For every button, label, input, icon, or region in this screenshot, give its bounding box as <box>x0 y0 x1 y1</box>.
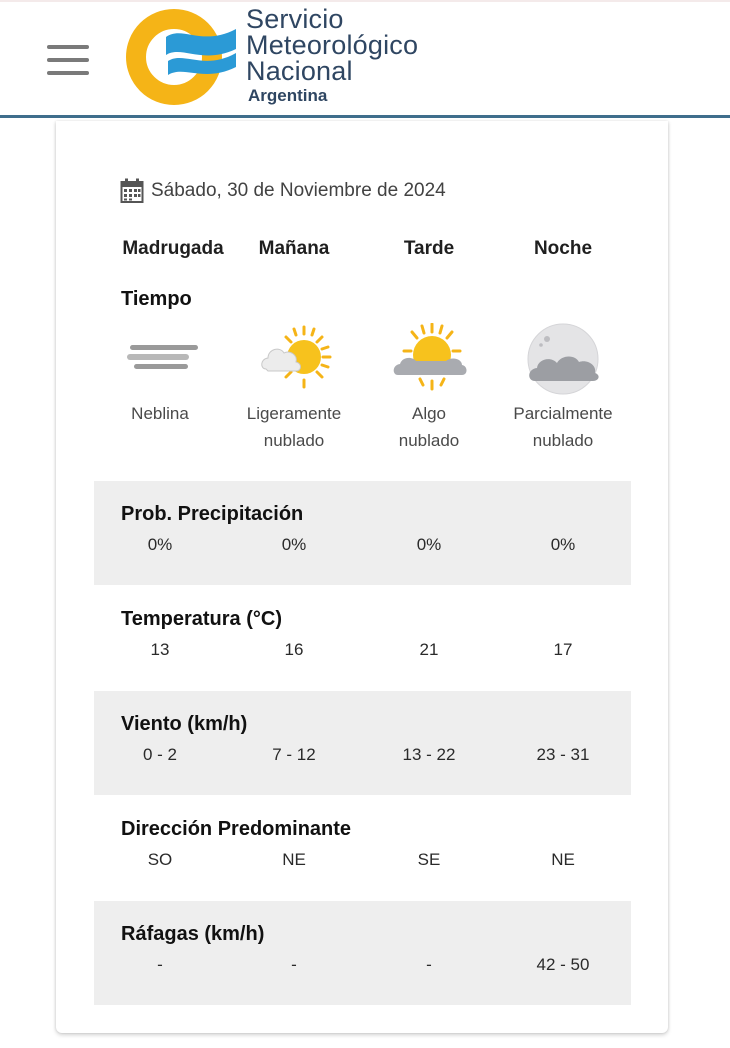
weather-label-line2: nublado <box>532 431 594 450</box>
hamburger-menu-icon[interactable] <box>47 45 89 75</box>
gusts-value: - <box>157 955 163 974</box>
logo-country: Argentina <box>248 86 328 105</box>
gusts-value: - <box>291 955 297 974</box>
wind-direction-value: NE <box>551 850 575 869</box>
wind-row <box>94 691 631 795</box>
logo-wordmark[interactable] <box>246 6 418 104</box>
wind-direction-value: NE <box>282 850 306 869</box>
night-partly-cloudy-icon <box>525 323 605 395</box>
gusts-value: 42 - 50 <box>536 955 590 974</box>
weather-label-manana <box>224 400 364 454</box>
logo-line-1: Servicio <box>246 4 344 34</box>
sun-behind-cloud-icon <box>390 323 470 395</box>
period-tarde: Tarde <box>403 238 455 259</box>
precipitation-value: 0% <box>281 535 307 554</box>
weather-label-noche <box>493 400 633 454</box>
gusts-row <box>94 901 631 1005</box>
gusts-title: Ráfagas (km/h) <box>121 923 265 945</box>
forecast-date: Sábado, 30 de Noviembre de 2024 <box>151 180 446 201</box>
wind-direction-row <box>94 796 631 900</box>
weather-label-line2: nublado <box>398 431 460 450</box>
calendar-icon <box>120 178 144 204</box>
smn-logo-icon[interactable] <box>124 7 240 107</box>
precipitation-value: 0% <box>416 535 442 554</box>
weather-label-line1: Algo <box>411 404 447 423</box>
fog-icon <box>122 323 202 395</box>
temperature-value: 21 <box>419 640 439 659</box>
weather-label-line1: Neblina <box>131 404 189 423</box>
precipitation-value: 0% <box>147 535 173 554</box>
logo-line-2: Meteorológico <box>246 30 419 60</box>
wind-value: 23 - 31 <box>536 745 590 764</box>
precipitation-value: 0% <box>550 535 576 554</box>
precipitation-row <box>94 481 631 585</box>
app-header <box>0 0 730 118</box>
wind-value: 0 - 2 <box>142 745 178 764</box>
wind-value: 7 - 12 <box>272 745 316 764</box>
wind-direction-value: SO <box>147 850 173 869</box>
gusts-value: - <box>426 955 432 974</box>
period-noche: Noche <box>533 238 593 259</box>
weather-label-line2: nublado <box>263 431 325 450</box>
period-manana: Mañana <box>258 238 330 259</box>
weather-title: Tiempo <box>121 288 192 310</box>
period-madrugada: Madrugada <box>122 238 224 259</box>
temperature-value: 16 <box>284 640 304 659</box>
weather-label-tarde <box>359 400 499 454</box>
precipitation-title: Prob. Precipitación <box>121 503 304 525</box>
weather-label-line1: Ligeramente <box>246 404 342 423</box>
temperature-value: 13 <box>150 640 170 659</box>
wind-direction-value: SE <box>417 850 441 869</box>
weather-label-line1: Parcialmente <box>513 404 613 423</box>
wind-value: 13 - 22 <box>402 745 456 764</box>
temperature-row <box>94 586 631 690</box>
temperature-value: 17 <box>553 640 573 659</box>
forecast-date-row <box>120 176 446 206</box>
wind-title: Viento (km/h) <box>121 713 248 735</box>
temperature-title: Temperatura (°C) <box>121 608 282 630</box>
wind-direction-title: Dirección Predominante <box>121 818 352 840</box>
logo-line-3: Nacional <box>246 56 353 86</box>
partly-sunny-icon <box>256 323 336 395</box>
weather-label-madrugada <box>90 400 230 427</box>
